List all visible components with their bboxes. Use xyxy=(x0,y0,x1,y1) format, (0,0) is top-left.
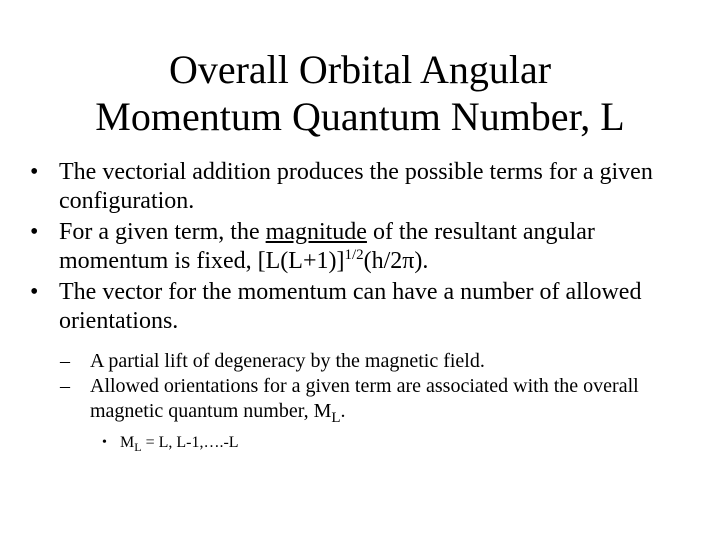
bullet-icon: • xyxy=(30,159,39,185)
equation-pre: M xyxy=(120,434,135,451)
slide-body xyxy=(30,158,700,453)
sub-bullet-item xyxy=(60,374,700,424)
bullet-item xyxy=(30,218,700,276)
dash-icon: – xyxy=(60,375,70,397)
bullet-text-pre: For a given term, the xyxy=(59,219,266,245)
sub-bullet-text-post: . xyxy=(340,400,346,422)
bullet-text: The vectorial addition produces the possible terms for a given configuration. xyxy=(59,159,653,214)
subscript: L xyxy=(331,410,341,426)
sub-sub-bullet-item xyxy=(102,433,700,453)
exponent: 1/2 xyxy=(344,247,364,263)
bullet-icon: • xyxy=(30,219,39,245)
bullet-icon: • xyxy=(102,435,107,450)
sub-bullet-item xyxy=(60,349,700,374)
title-line-1: Overall Orbital Angular xyxy=(168,47,552,92)
bullet-text: The vector for the momentum can have a number of allowed orientations. xyxy=(59,279,642,334)
bullet-item xyxy=(30,158,700,216)
bullet-icon: • xyxy=(30,279,39,305)
slide-title xyxy=(0,46,720,140)
sub-bullet-text: A partial lift of degeneracy by the magnetic field. xyxy=(90,350,485,372)
sub-bullet-list xyxy=(30,349,700,453)
bullet-item xyxy=(30,278,700,336)
bullet-text-mid: of the resultant angular momentum is fixed, [L(L+1)] xyxy=(59,219,595,274)
underlined-term: magnitude xyxy=(265,219,367,245)
subscript: L xyxy=(134,440,142,454)
equation-post: = L, L-1,….-L xyxy=(141,434,239,451)
dash-icon: – xyxy=(60,350,70,372)
title-line-2: Momentum Quantum Number, L xyxy=(95,94,625,139)
bullet-text-post: (h/2π). xyxy=(363,248,429,274)
sub-bullet-text-pre: Allowed orientations for a given term are associated with the overall magnetic quantum number, M xyxy=(90,375,639,422)
